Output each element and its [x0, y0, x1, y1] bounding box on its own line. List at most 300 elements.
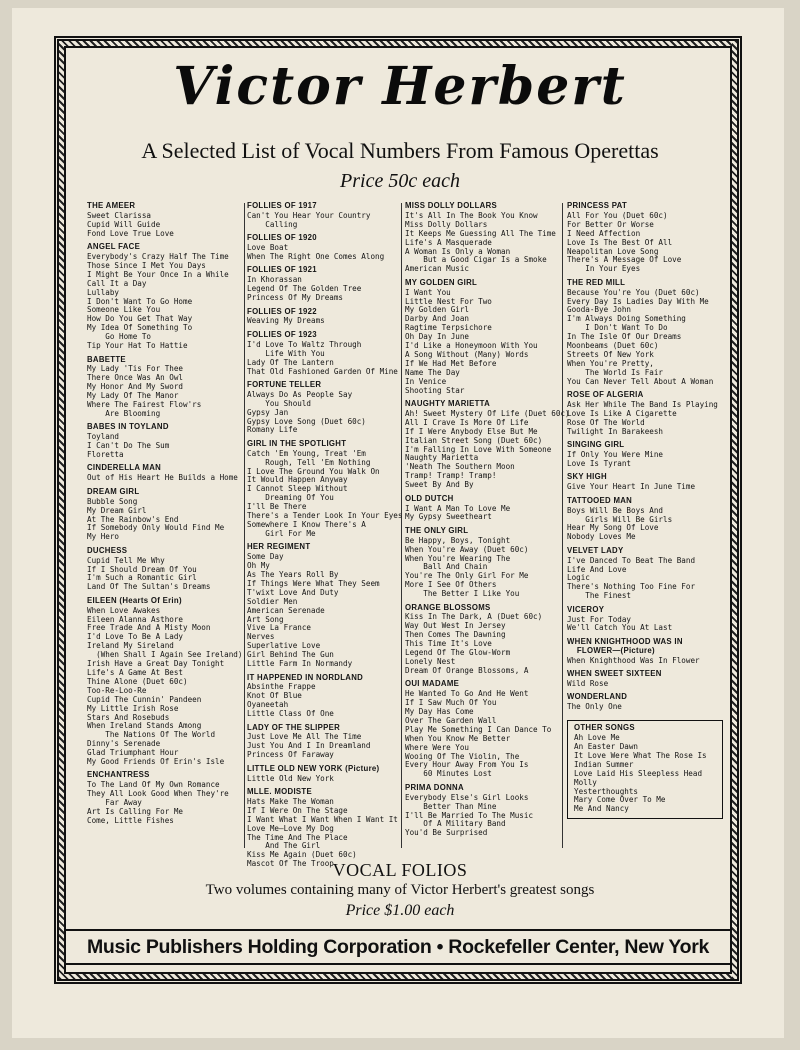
operetta-title: NAUGHTY MARIETTA [405, 399, 491, 409]
song-title: Just Love Me All The Time [247, 732, 362, 742]
song-title: Cupid The Cunnin' Pandeen [87, 694, 202, 704]
song-title: My Honor And My Sword [87, 382, 184, 392]
operetta-title: ENCHANTRESS [87, 770, 150, 780]
song-title: You Can Never Tell About A Woman [567, 376, 714, 386]
song-title: Hear My Song Of Love [567, 523, 659, 533]
song-title: Over The Garden Wall [405, 715, 497, 725]
operetta-section [405, 680, 565, 779]
operetta-title: WHEN KNIGHTHOOD WAS IN FLOWER—(Picture) [567, 636, 683, 655]
song-title: Ragtime Terpsichore [405, 323, 492, 333]
song-title: Art Is Calling For Me [87, 807, 184, 817]
operetta-title: DREAM GIRL [87, 486, 140, 496]
song-title: Love Boat [247, 243, 289, 253]
song-title: I'm Such a Romantic Girl [87, 573, 197, 583]
song-column-1 [87, 202, 247, 830]
operetta-section [405, 527, 565, 599]
song-title: Glad Triumphant Hour [87, 748, 179, 758]
song-title: Cupid Will Guide [87, 219, 161, 229]
song-title: Just For Today [567, 614, 632, 624]
song-title: Twilight In Barakeesh [567, 426, 664, 436]
operetta-section [247, 724, 407, 761]
song-title: To The Land Of My Own Romance [87, 780, 220, 790]
operetta-title: DUCHESS [87, 545, 128, 555]
song-title: Too-Re-Loo-Re [87, 685, 147, 695]
song-title: Everybody Else's Girl Looks [405, 792, 529, 802]
song-title: It Keeps Me Guessing All The Time [405, 228, 556, 238]
folios-description: Two volumes containing many of Victor Herbert's greatest songs [205, 882, 595, 898]
operetta-title: BABES IN TOYLAND [87, 422, 169, 432]
song-title: Play Me Something I Can Dance To [405, 724, 552, 734]
song-title: In Venice [405, 376, 447, 386]
song-title: Little Class Of One [247, 709, 334, 719]
song-title: 60 Minutes Lost [405, 769, 492, 779]
song-title: Gypsy Love Song (Duet 60c) [247, 416, 366, 426]
song-title: If I Were Anybody Else But Me [405, 426, 538, 436]
song-title: I Love The Ground You Walk On [247, 466, 380, 476]
song-title: Way Out West In Jersey [405, 621, 506, 631]
song-title: Because You're You (Duet 60c) [567, 287, 700, 297]
song-title: Legend Of The Glow-Worm [405, 648, 511, 658]
song-title: I'll Be There [247, 502, 307, 512]
song-title: Kiss In The Dark, A (Duet 60c) [405, 612, 543, 622]
song-title: Thine Alone (Duet 60c) [87, 676, 188, 686]
operetta-title: BABETTE [87, 354, 126, 364]
song-title: Mary Come Over To Me [574, 795, 666, 805]
operetta-section [247, 202, 407, 230]
operetta-section [405, 279, 565, 396]
song-title: T'wixt Love And Duty [247, 587, 339, 597]
song-title: Some Day [247, 552, 284, 562]
song-title: All For You (Duet 60c) [567, 210, 668, 220]
song-title: Shooting Star [405, 385, 465, 395]
operetta-title: PRINCESS PAT [567, 201, 628, 210]
song-title: The Finest [567, 591, 632, 601]
operetta-section [405, 604, 565, 676]
song-title: I Need Affection [567, 228, 641, 238]
song-title: Dreaming Of You [247, 493, 334, 503]
operetta-title: ROSE OF ALGERIA [567, 390, 644, 400]
song-title: Cupid Tell Me Why [87, 555, 165, 565]
song-title: Love Is Tyrant [567, 458, 632, 468]
song-title: There Once Was An Owl [87, 373, 184, 383]
operetta-title: ANGEL FACE [87, 242, 141, 252]
operetta-title: FORTUNE TELLER [247, 379, 322, 389]
song-title: I Cannot Sleep Without [247, 484, 348, 494]
operetta-title: GIRL IN THE SPOTLIGHT [247, 438, 347, 448]
operetta-section [87, 202, 247, 239]
song-title: The Better I Like You [405, 589, 520, 599]
song-title: Tramp! Tramp! Tramp! [405, 471, 497, 481]
song-title: Italian Street Song (Duet 60c) [405, 435, 543, 445]
operetta-section [567, 638, 723, 666]
song-title: And The Girl [247, 841, 321, 851]
song-title: Logic [567, 573, 590, 583]
song-title: Bubble Song [87, 496, 138, 506]
song-title: When You Know Me Better [405, 733, 511, 743]
song-title: How Do You Get That Way [87, 314, 193, 324]
song-title: All I Crave Is More Of Life [405, 417, 529, 427]
song-title: Love Is The Best Of All [567, 237, 673, 247]
song-title: I Want What I Want When I Want It [247, 814, 398, 824]
song-title: Life's A Masquerade [405, 237, 492, 247]
song-title: My Little Irish Rose [87, 703, 179, 713]
song-title: Name The Day [405, 367, 460, 377]
song-title: If We Had Met Before [405, 358, 497, 368]
song-title: I Don't Want To Go Home [87, 296, 193, 306]
operetta-section [87, 356, 247, 419]
song-title: Yesterthoughts [574, 786, 639, 796]
song-title: Oh Day In June [405, 332, 470, 342]
operetta-title: THE RED MILL [567, 277, 626, 287]
operetta-section [567, 670, 723, 689]
song-title: Always Do As People Say [247, 389, 353, 399]
song-title: Calling [247, 219, 298, 229]
song-title: Love Laid His Sleepless Head [574, 768, 703, 778]
song-title: Me And Nancy [574, 804, 629, 814]
operetta-title: PRIMA DONNA [405, 782, 464, 792]
operetta-section [405, 784, 565, 838]
song-title: Life's A Game At Best [87, 668, 184, 677]
song-title: A Song Without (Many) Words [405, 350, 529, 359]
operetta-section [87, 464, 247, 483]
operetta-section [87, 488, 247, 542]
song-title: (When Shall I Again See Ireland) [87, 650, 243, 660]
song-title: Love Me—Love My Dog [247, 823, 334, 833]
song-title: Of A Military Band [405, 819, 506, 829]
song-title: I Can't Do The Sum [87, 441, 170, 451]
song-title: Art Song [247, 614, 284, 624]
song-title: For Better Or Worse [567, 219, 654, 229]
operetta-title: MISS DOLLY DOLLARS [405, 201, 498, 210]
song-title: When The Right One Comes Along [247, 252, 385, 262]
song-title: It Would Happen Anyway [247, 475, 348, 485]
song-title: Girl Behind The Gun [247, 650, 334, 660]
song-title: Kiss Me Again (Duet 60c) [247, 850, 357, 860]
operetta-section [247, 234, 407, 262]
operetta-title: VELVET LADY [567, 545, 624, 555]
operetta-section [247, 765, 407, 784]
song-title: Irish Have a Great Day Tonight [87, 659, 225, 669]
song-title: Girls Will Be Girls [567, 514, 673, 524]
footer-rule-top [66, 929, 730, 931]
operetta-title: OUI MADAME [405, 679, 460, 689]
song-title: Catch 'Em Young, Treat 'Em [247, 448, 366, 458]
operetta-section [87, 547, 247, 593]
song-title: When Love Awakes [87, 605, 161, 615]
song-title: My Hero [87, 532, 120, 542]
song-title: My Lady Of The Manor [87, 391, 179, 401]
song-title: I'm Falling In Love With Someone [405, 444, 552, 454]
song-title: Superlative Love [247, 641, 321, 651]
song-title: Little Nest For Two [405, 296, 492, 306]
operetta-title: FOLLIES OF 1917 [247, 201, 317, 210]
song-title: Naughty Marietta [405, 453, 479, 463]
operetta-section [567, 441, 723, 469]
song-title: Someone Like You [87, 305, 161, 315]
song-title: I'd Love To Be A Lady [87, 632, 184, 642]
song-title: The World Is Fair [567, 367, 664, 377]
song-title: That Old Fashioned Garden Of Mine [247, 366, 398, 376]
song-title: This Time It's Love [405, 639, 492, 649]
song-title: Princess Of My Dreams [247, 293, 344, 303]
song-title: Ah! Sweet Mystery Of Life (Duet 60c) [405, 408, 570, 418]
song-title: Sweet By And By [405, 480, 474, 490]
song-title: Nobody Loves Me [567, 532, 636, 542]
song-title: Come, Little Fishes [87, 816, 174, 825]
operetta-section [567, 202, 723, 274]
song-title: I've Danced To Beat The Band [567, 555, 696, 565]
song-title: Hats Make The Woman [247, 796, 334, 806]
song-title: In The Isle Of Our Dreams [567, 332, 682, 342]
song-title: Knot Of Blue [247, 691, 302, 701]
operetta-title: EILEEN (Hearts Of Erin) [87, 595, 182, 605]
song-title: Boys Will Be Boys And [567, 505, 664, 515]
song-title: When You're Pretty, [567, 358, 654, 368]
song-title: Those Since I Met You Days [87, 260, 206, 270]
operetta-title: IT HAPPENED IN NORDLAND [247, 672, 364, 682]
song-title: Far Away [87, 798, 142, 808]
song-title: The Only One [567, 702, 622, 712]
song-title: Tip Your Hat To Hattie [87, 341, 188, 351]
song-title: They All Look Good When They're [87, 789, 229, 799]
song-title: If I Were On The Stage [247, 805, 348, 815]
song-title: There's a Tender Look In Your Eyes [247, 511, 403, 521]
song-title: Legend Of The Golden Tree [247, 284, 362, 294]
song-title: Just You And I In Dreamland [247, 741, 371, 751]
song-title: It's All In The Book You Know [405, 210, 538, 220]
song-title: More I See Of Others [405, 580, 497, 590]
song-title: You Should [247, 398, 312, 408]
song-title: Rough, Tell 'Em Nothing [247, 457, 371, 467]
song-title: Eileen Alanna Asthore [87, 614, 184, 624]
operetta-title: WONDERLAND [567, 692, 628, 702]
song-title: You'd Be Surprised [405, 828, 488, 838]
song-title: Everybody's Crazy Half The Time [87, 252, 229, 262]
song-title: Molly [574, 777, 597, 787]
song-title: Ireland My Sireland [87, 641, 174, 651]
operetta-section [405, 202, 565, 274]
song-title: Lullaby [87, 287, 120, 297]
operetta-section [567, 391, 723, 437]
song-title: Where Were You [405, 742, 470, 752]
folios-heading: VOCAL FOLIOS [332, 860, 468, 880]
operetta-section [405, 495, 565, 523]
song-title: Floretta [87, 450, 124, 460]
price-note: Price 50c each [340, 170, 460, 192]
operetta-title: FOLLIES OF 1920 [247, 233, 317, 243]
song-title: I'm Always Doing Something [567, 314, 686, 324]
song-title: Little Old New York [247, 773, 334, 783]
song-title: It Love Were What The Rose Is [574, 750, 707, 760]
song-title: Oyaneetah [247, 700, 289, 710]
song-title: An Easter Dawn [574, 742, 639, 752]
song-title: My Dream Girl [87, 505, 147, 515]
operetta-title: SKY HIGH [567, 472, 607, 482]
operetta-title: LADY OF THE SLIPPER [247, 722, 341, 732]
operetta-section [247, 543, 407, 669]
operetta-title: THE ONLY GIRL [405, 525, 469, 535]
operetta-section [567, 497, 723, 543]
song-title: At The Rainbow's End [87, 514, 179, 524]
operetta-title: FOLLIES OF 1922 [247, 306, 317, 316]
song-title: Sweet Clarissa [87, 210, 152, 220]
song-title: In Khorassan [247, 275, 302, 285]
song-title: Lonely Nest [405, 657, 456, 666]
song-title: In Your Eyes [567, 264, 641, 274]
operetta-title: SINGING GIRL [567, 440, 625, 450]
song-title: But a Good Cigar Is a Smoke [405, 255, 547, 265]
operetta-title: VICEROY [567, 604, 605, 614]
song-title: 'Neath The Southern Moon [405, 462, 515, 472]
song-title: Toyland [87, 432, 120, 442]
song-title: Call It a Day [87, 278, 147, 288]
song-title: If I Saw Much Of You [405, 698, 497, 708]
song-title: Neapolitan Love Song [567, 246, 659, 256]
song-title: Girl For Me [247, 528, 316, 538]
operetta-section [87, 243, 247, 351]
song-title: Life With You [247, 348, 325, 358]
operetta-section [87, 597, 247, 767]
song-title: Oh My [247, 561, 270, 571]
song-title: The Nations Of The World [87, 730, 216, 740]
song-title: My Idea Of Something To [87, 323, 193, 333]
operetta-section [247, 308, 407, 327]
song-title: Miss Dolly Dollars [405, 219, 488, 229]
song-title: If Somebody Only Would Find Me [87, 523, 225, 533]
operetta-title: FOLLIES OF 1923 [247, 329, 317, 339]
song-title: Lady Of The Lantern [247, 357, 334, 367]
song-title: Romany Life [247, 425, 298, 435]
song-title: When You're Wearing The [405, 553, 511, 563]
song-title: I Want You [405, 287, 451, 297]
song-title: I'd Like a Honeymoon With You [405, 341, 538, 351]
song-title: Land Of The Sultan's Dreams [87, 582, 211, 592]
footer-rule-bottom [66, 963, 730, 965]
song-title: Can't You Hear Your Country [247, 210, 371, 220]
operetta-section [247, 266, 407, 303]
song-title: Darby And Joan [405, 314, 470, 324]
song-column-4 [567, 202, 723, 824]
song-title: Ask Her While The Band Is Playing [567, 400, 718, 410]
operetta-title: OLD DUTCH [405, 493, 454, 503]
song-title: Rose Of The World [567, 417, 645, 427]
song-title: I Want A Man To Love Me [405, 503, 511, 513]
song-title: There's A Message Of Love [567, 255, 682, 265]
song-title: Where The Fairest Flow'rs [87, 400, 202, 410]
song-title: Ball And Chain [405, 562, 488, 572]
song-title: Somewhere I Know There's A [247, 520, 366, 529]
song-title: Love Is Like A Cigarette [567, 408, 677, 418]
song-title: Better Than Mine [405, 801, 497, 811]
operetta-section [567, 547, 723, 601]
song-title: My Lady 'Tis For Thee [87, 364, 184, 374]
song-title: Every Day Is Ladies Day With Me [567, 296, 709, 306]
song-title: My Good Friends Of Erin's Isle [87, 757, 225, 767]
decorative-border-bottom [59, 974, 737, 979]
operetta-section [567, 606, 723, 634]
operetta-section [247, 381, 407, 435]
folios-price: Price $1.00 each [345, 902, 455, 919]
operetta-section [405, 399, 570, 490]
song-title: Then Comes The Dawning [405, 630, 506, 640]
song-title: Give Your Heart In June Time [567, 482, 696, 492]
song-title: Go Home To [87, 332, 152, 342]
song-title: Fond Love True Love [87, 228, 174, 238]
operetta-title: LITTLE OLD NEW YORK (Picture) [247, 763, 380, 773]
song-title: I Don't Want To Do [567, 323, 668, 333]
operetta-title: ORANGE BLOSSOMS [405, 602, 491, 612]
song-title: Moonbeams (Duet 60c) [567, 341, 659, 351]
song-title: My Day Has Come [405, 707, 474, 717]
operetta-title: FOLLIES OF 1921 [247, 265, 317, 275]
song-title: He Wanted To Go And He Went [405, 689, 529, 699]
song-title: Weaving My Dreams [247, 316, 325, 326]
song-title: Gypsy Jan [247, 407, 289, 417]
operetta-section [247, 440, 407, 539]
operetta-title: HER REGIMENT [247, 542, 311, 552]
song-title: Wild Rose [567, 679, 609, 688]
song-title: Vive La France [247, 623, 312, 633]
song-title: American Music [405, 264, 470, 274]
song-title: Little Farm In Normandy [247, 659, 353, 669]
song-title: We'll Catch You At Last [567, 623, 673, 633]
song-title: There's Nothing Too Fine For [567, 582, 696, 592]
song-title: If I Should Dream Of You [87, 564, 197, 574]
operetta-section [247, 788, 407, 869]
song-title: Nerves [247, 632, 275, 642]
operetta-section [247, 331, 407, 377]
song-title: Streets Of New York [567, 350, 654, 359]
song-title: My Golden Girl [405, 305, 470, 315]
song-title: When Ireland Stands Among [87, 721, 202, 731]
song-title: Princess Of Faraway [247, 750, 334, 760]
song-title: Mascot Of The Troop [247, 859, 334, 869]
song-title: Dinny's Serenade [87, 739, 161, 749]
song-title: Stars And Rosebuds [87, 712, 170, 722]
operetta-title: CINDERELLA MAN [87, 463, 162, 473]
song-title: If Only You Were Mine [567, 450, 664, 460]
song-title: Free Trade And A Misty Moon [87, 623, 211, 633]
page-title: Victor Herbert [173, 56, 627, 117]
operetta-section [567, 279, 723, 387]
operetta-title: TATTOOED MAN [567, 495, 633, 505]
operetta-title: MLLE. MODISTE [247, 786, 312, 796]
operetta-title: MY GOLDEN GIRL [405, 277, 478, 287]
song-title: Soldier Men [247, 596, 298, 606]
song-title: When Knighthood Was In Flower [567, 655, 700, 665]
song-title: Indian Summer [574, 759, 634, 769]
song-title: Dream Of Orange Blossoms, A [405, 665, 529, 675]
song-title: When You're Away (Duet 60c) [405, 544, 529, 554]
song-title: Wooing Of The Violin, The [405, 751, 520, 761]
song-title: The Time And The Place [247, 832, 348, 842]
song-column-2 [247, 202, 407, 874]
page-subtitle: A Selected List of Vocal Numbers From Famous Operettas [141, 138, 659, 163]
operetta-section [87, 423, 247, 460]
song-title: You're The Only Girl For Me [405, 571, 529, 581]
operetta-title: OTHER SONGS [574, 723, 635, 733]
song-title: I'd Love To Waltz Through [247, 339, 362, 349]
other-songs-box [567, 720, 723, 819]
song-title: Out of His Heart He Builds a Home [87, 473, 238, 483]
song-title: As The Years Roll By [247, 570, 339, 580]
operetta-section [87, 771, 247, 825]
song-title: Are Blooming [87, 408, 161, 418]
song-title: Be Happy, Boys, Tonight [405, 535, 511, 545]
song-title: If Things Were What They Seem [247, 578, 380, 588]
song-title: Absinthe Frappe [247, 682, 316, 692]
operetta-title: WHEN SWEET SIXTEEN [567, 669, 662, 679]
